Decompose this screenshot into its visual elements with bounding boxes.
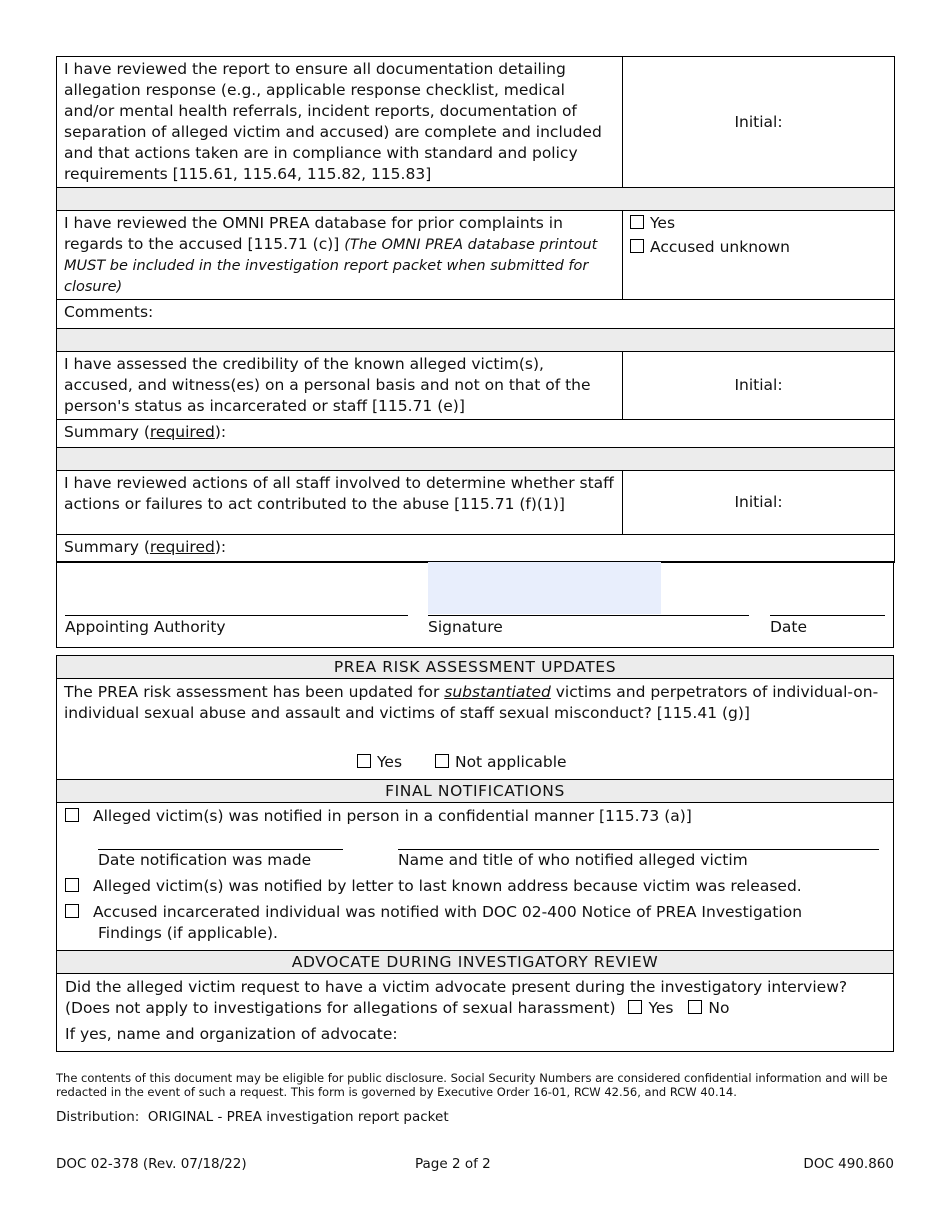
comments-row <box>57 300 895 329</box>
notify-accused-label-2: Findings (if applicable). <box>98 924 278 942</box>
checkbox-icon[interactable] <box>630 239 644 253</box>
distribution-value: ORIGINAL - PREA investigation report packet <box>147 1109 449 1125</box>
spacer-row <box>57 329 895 352</box>
risk-section <box>57 679 893 771</box>
omni-yes-option[interactable] <box>630 213 887 234</box>
checkbox-icon[interactable] <box>630 215 644 229</box>
policy-number: DOC 490.860 <box>803 1156 894 1172</box>
checkbox-icon[interactable] <box>435 754 449 768</box>
checkbox-icon[interactable] <box>628 1000 642 1014</box>
summary-required: required <box>149 423 215 441</box>
notification-date-label: Date notification was made <box>98 851 312 869</box>
advocate-yes-option[interactable] <box>628 999 673 1017</box>
authority-label: Appointing Authority <box>65 618 226 636</box>
authority-line <box>65 615 408 616</box>
credibility-row <box>57 352 895 420</box>
page-number: Page 2 of 2 <box>415 1156 491 1172</box>
form-number: DOC 02-378 (Rev. 07/18/22) <box>56 1156 247 1172</box>
signature-line <box>428 615 749 616</box>
documentation-review-text: I have reviewed the report to ensure all documentation detailing allegation response (e.g., applicable response checklist, medical and/or mental health referrals, incident reports, documentation of separation of alleged victim and accused) are complete and included and that actions taken are in compliance with standard and policy requirements [115.61, 115.64, 115.82, 115.83] <box>57 57 623 188</box>
spacer-row <box>57 448 895 471</box>
assessment-notifications-block <box>56 655 894 1052</box>
risk-text-emph: substantiated <box>444 683 551 701</box>
risk-options <box>357 752 567 773</box>
checkbox-icon[interactable] <box>357 754 371 768</box>
checkbox-icon[interactable] <box>65 878 79 892</box>
omni-review-note: (The OMNI PREA database printout MUST be included in the investigation report packet when submitted for closure) <box>64 237 598 295</box>
summary-required: required <box>149 538 215 556</box>
summary-prefix: Summary ( <box>64 538 150 556</box>
omni-review-text: I have reviewed the OMNI PREA database for prior complaints in regards to the accused [115.71 (c)] <box>64 214 563 253</box>
summary-suffix: ): <box>214 423 227 441</box>
staff-actions-row <box>57 471 895 535</box>
omni-unknown-label: Accused unknown <box>650 238 791 256</box>
notifier-name-label: Name and title of who notified alleged victim <box>398 851 748 869</box>
notifications-section <box>57 804 893 950</box>
risk-yes-label: Yes <box>377 753 403 771</box>
notify-letter-option[interactable] <box>65 877 802 895</box>
signature-input-field[interactable] <box>428 562 661 614</box>
risk-na-option[interactable] <box>435 753 567 771</box>
credibility-summary-row <box>57 420 895 448</box>
notification-date-line <box>98 849 343 850</box>
omni-unknown-option[interactable] <box>630 237 887 258</box>
distribution-label: Distribution: <box>56 1109 140 1125</box>
staff-actions-text: I have reviewed actions of all staff involved to determine whether staff actions or failures to act contributed to the abuse [115.71 (f)(1)] <box>57 471 623 535</box>
documentation-review-row <box>57 57 895 188</box>
credibility-text: I have assessed the credibility of the known alleged victim(s), accused, and witness(es) on a personal basis and not on that of the person's status as incarcerated or staff [115.71 (e)] <box>57 352 623 420</box>
summary-prefix: Summary ( <box>64 423 150 441</box>
omni-review-row <box>57 211 895 300</box>
risk-header: PREA RISK ASSESSMENT UPDATES <box>57 656 893 679</box>
review-table <box>56 56 895 563</box>
date-label: Date <box>770 618 808 636</box>
omni-options-cell <box>623 211 895 300</box>
risk-text-before: The PREA risk assessment has been updated for <box>64 683 445 701</box>
omni-review-cell <box>57 211 623 300</box>
summary-suffix: ): <box>214 538 227 556</box>
staff-summary-field[interactable] <box>57 535 895 563</box>
advocate-section <box>57 975 893 1051</box>
disclosure-notice: The contents of this document may be eligible for public disclosure. Social Security Numbers are considered confidential information and will be redacted in the event of such a request. This form is governed by Executive Order 16-01, RCW 42.56, and RCW 40.14. <box>56 1071 888 1099</box>
advocate-no-option[interactable] <box>688 999 729 1017</box>
checkbox-icon[interactable] <box>65 904 79 918</box>
checkbox-icon[interactable] <box>688 1000 702 1014</box>
omni-yes-label: Yes <box>650 214 676 232</box>
advocate-name-field[interactable]: If yes, name and organization of advocate: <box>65 1025 398 1043</box>
staff-actions-initial-field[interactable]: Initial: <box>623 471 895 535</box>
spacer-row <box>57 188 895 211</box>
comments-field[interactable]: Comments: <box>57 300 895 329</box>
advocate-no-label: No <box>708 999 730 1017</box>
notify-in-person-label: Alleged victim(s) was notified in person in a confidential manner [115.73 (a)] <box>93 807 692 825</box>
advocate-header: ADVOCATE DURING INVESTIGATORY REVIEW <box>57 950 893 974</box>
notify-in-person-option[interactable] <box>65 807 692 825</box>
notifier-name-line <box>398 849 879 850</box>
credibility-initial-field[interactable]: Initial: <box>623 352 895 420</box>
credibility-summary-field[interactable] <box>57 420 895 448</box>
distribution-line <box>56 1109 449 1125</box>
notify-letter-label: Alleged victim(s) was notified by letter to last known address because victim was released. <box>93 877 802 895</box>
notifications-header: FINAL NOTIFICATIONS <box>57 779 893 803</box>
notify-accused-label-1: Accused incarcerated individual was notified with DOC 02-400 Notice of PREA Investigation <box>93 903 803 921</box>
notify-accused-option[interactable] <box>65 903 802 921</box>
signature-block <box>56 561 894 648</box>
advocate-question-2-row <box>65 999 729 1017</box>
risk-yes-option[interactable] <box>357 753 402 771</box>
advocate-question-1: Did the alleged victim request to have a victim advocate present during the investigatory interview? <box>65 978 848 996</box>
checkbox-icon[interactable] <box>65 808 79 822</box>
risk-text-after: victims and perpetrators of individual-on-individual sexual abuse and assault and victims of staff sexual misconduct? [115.41 (g)] <box>64 683 879 722</box>
advocate-question-2: (Does not apply to investigations for allegations of sexual harassment) <box>65 999 616 1017</box>
risk-na-label: Not applicable <box>454 753 567 771</box>
advocate-yes-label: Yes <box>648 999 674 1017</box>
staff-summary-row <box>57 535 895 563</box>
signature-label: Signature <box>428 618 503 636</box>
date-line <box>770 615 885 616</box>
documentation-initial-field[interactable]: Initial: <box>623 57 895 188</box>
